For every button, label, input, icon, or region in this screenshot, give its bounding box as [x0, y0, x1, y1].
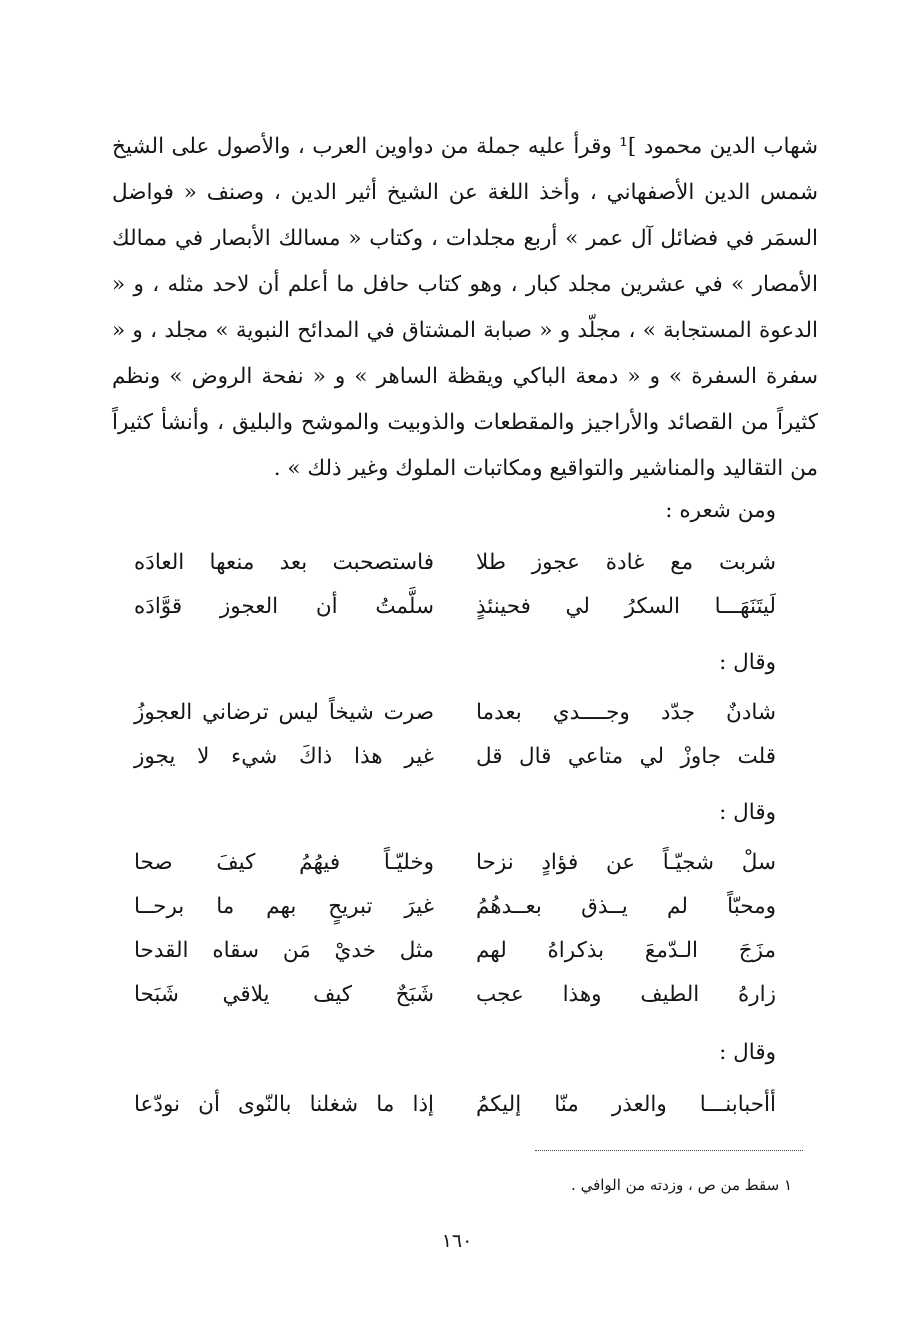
verse-hemistich-first: أأحبابنـــا والعذر منّا إليكمُ: [476, 1092, 776, 1117]
verse-hemistich-first: سلْ شجيّـاً عن فؤادٍ نزحا: [476, 850, 776, 875]
verse-hemistich-first: زارهُ الطيف وهذا عجب: [476, 982, 776, 1007]
verse-hemistich-second: غير هذا ذاكَ شيء لا يجوز: [134, 744, 434, 769]
footnote: ١ سقط من ص ، وزدته من الوافي .: [571, 1176, 792, 1194]
verse-hemistich-first: شربت مع غادة عجوز طلا: [476, 550, 776, 575]
verse-hemistich-second: فاستصحبت بعد منعها العادَه: [134, 550, 434, 575]
prose-paragraph: شهاب الدين محمود ]¹ وقرأ عليه جملة من دواوين العرب ، والأصول على الشيخ شمس الدين الأصفهاني ، وأخذ اللغة عن الشيخ أثير الدين ، وصنف « فواضل السمَر في فضائل آل عمر » أربع مجلدات ، وكتاب « مسالك الأبصار في ممالك الأمصار » في عشرين مجلد كبار ، وهو كتاب حافل ما أعلم أن لاحد مثله ، و « الدعوة المستجابة » ، مجلّد و « صبابة المشتاق في المدائح النبوية » مجلد ، و « سفرة السفرة » و « دمعة الباكي ويقظة الساهر » و « نفحة الروض » ونظم كثيراً من القصائد والأراجيز والمقطعات والذوبيت والموشح والبليق ، وأنشأ كثيراً من التقاليد والمناشير والتواقيع ومكاتبات الملوك وغير ذلك » .: [112, 134, 819, 481]
verse-hemistich-first: ومحبّاً لم يــذق بعــدهُمُ: [476, 894, 776, 919]
said-label: وقال :: [719, 1040, 776, 1065]
verse-hemistich-second: مثل خديْ مَن سقاه القدحا: [134, 938, 434, 963]
said-label: وقال :: [719, 800, 776, 825]
verse-hemistich-second: وخليّـاً فيهُمُ كيفَ صحا: [134, 850, 434, 875]
verse-hemistich-first: لَيتَنَهَـــا السكرُ لي فحينئذٍ: [476, 594, 776, 619]
verse-hemistich-second: شَبَحٌ كيف يلاقي شَبَحا: [134, 982, 434, 1007]
verse-hemistich-first: مزَجَ الـدّمعَ بذكراهُ لهم: [476, 938, 776, 963]
verse-hemistich-first: قلت جاوزْ لي متاعي قال قل: [476, 744, 776, 769]
said-label: وقال :: [719, 650, 776, 675]
intro-label: ومن شعره :: [665, 498, 776, 523]
verse-hemistich-second: صرت شيخاً ليس ترضاني العجوزُ: [134, 700, 434, 725]
verse-hemistich-second: غيرَ تبريحٍ بهم ما برحــا: [134, 894, 434, 919]
verse-hemistich-second: سلَّمتُ أن العجوز قوَّادَه: [134, 594, 434, 619]
verse-hemistich-first: شادنٌ جدّد وجــــدي بعدما: [476, 700, 776, 725]
page-number: ١٦٠: [441, 1230, 473, 1252]
prose-block: [112, 124, 818, 492]
footnote-divider: [535, 1150, 803, 1151]
verse-hemistich-second: إذا ما شغلنا بالنّوى أن نودّعا: [134, 1092, 434, 1117]
